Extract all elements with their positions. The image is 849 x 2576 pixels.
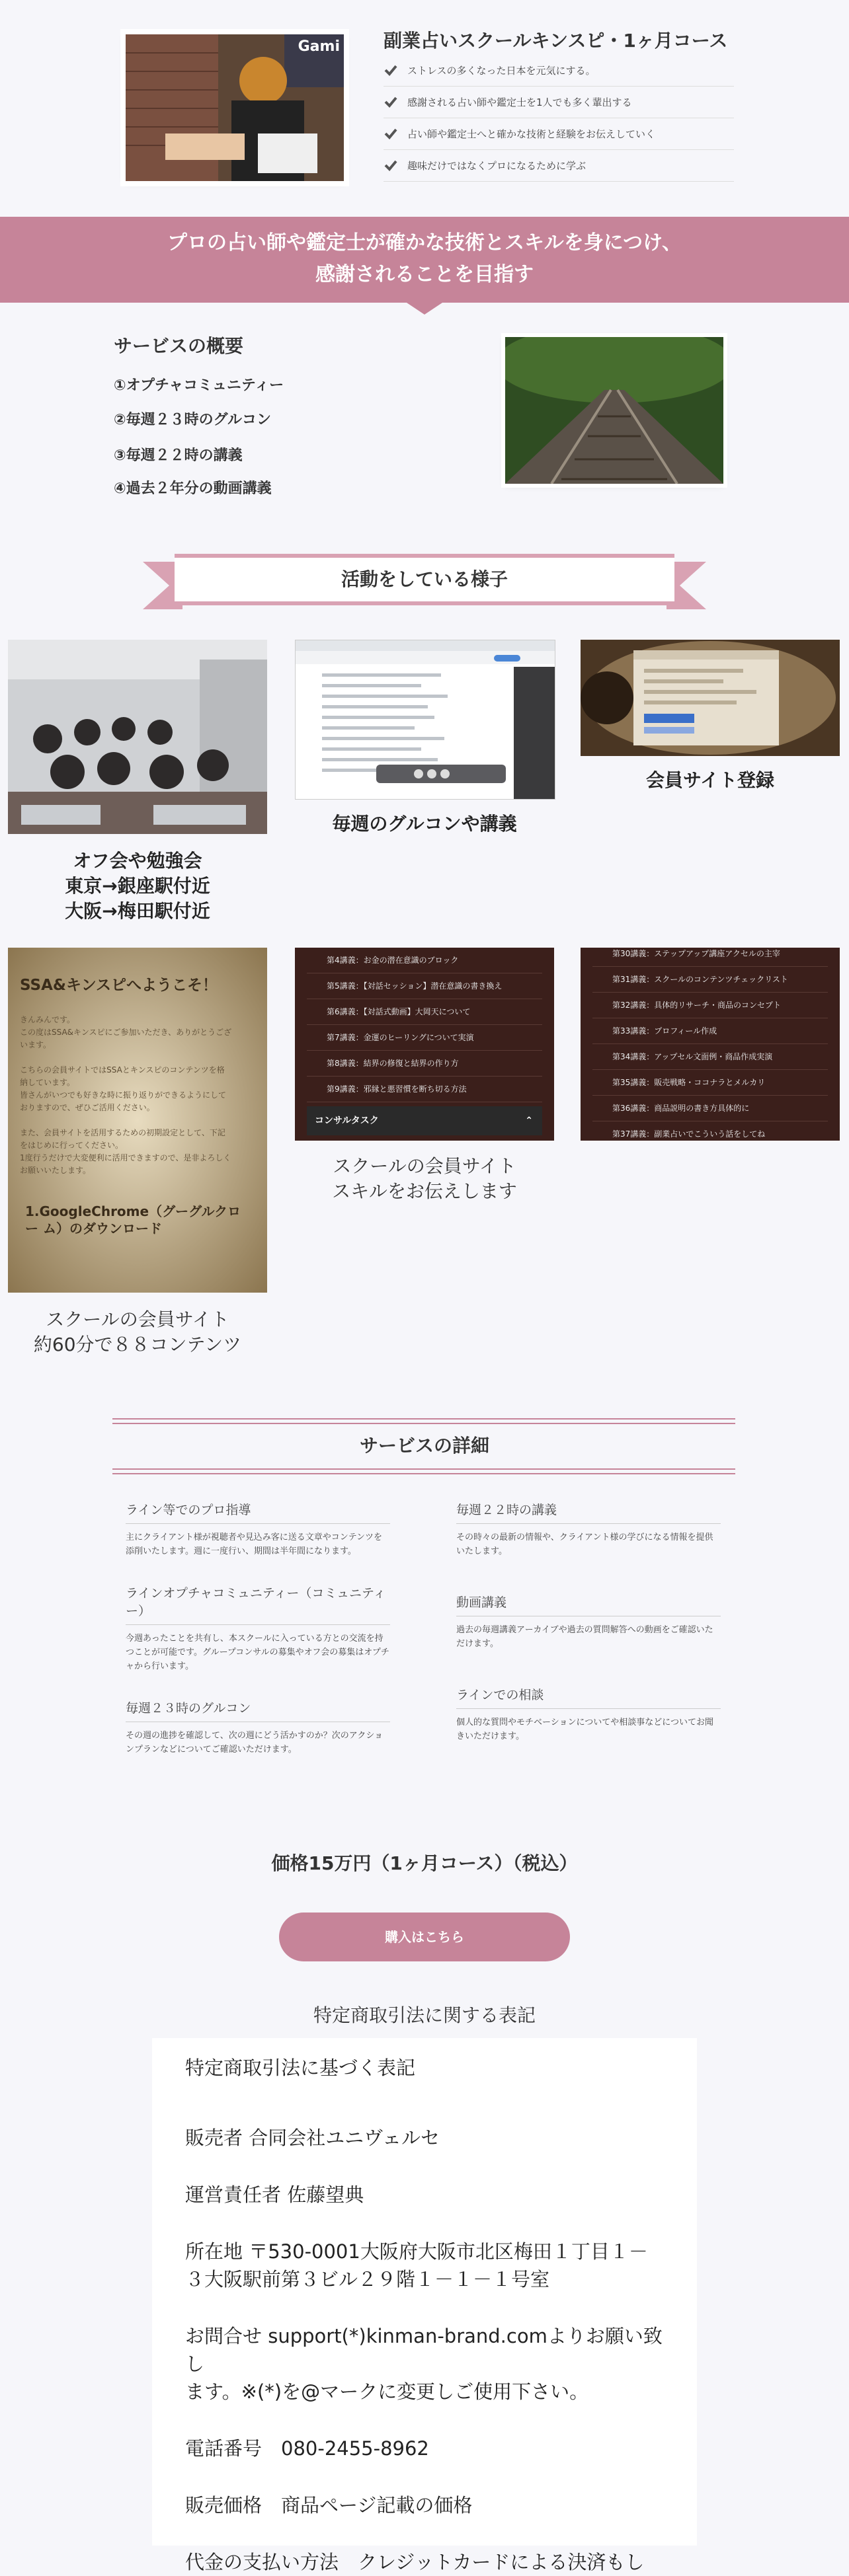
hero-point (384, 149, 734, 182)
welcome-body-line: います。 (20, 1040, 52, 1049)
overview-item: ④過去２年分の動画講義 (114, 480, 272, 497)
grucon-caption: 毎週のグルコンや講義 (332, 813, 517, 835)
overview-item: ①オプチャコミュニティー (114, 377, 284, 394)
welcome-body-line: おりますので、ぜひご活用ください。 (20, 1103, 155, 1112)
skill-caption-line: スキルをお伝えします (332, 1180, 517, 1202)
hero-point (384, 118, 734, 150)
welcome-body-line: 1度行うだけで大変便利に活用できますので、是非よろしく (20, 1153, 231, 1162)
detail-body: その週の進捗を確認して、次の週にどう活かすのか？次のアクションプランなどについてご確認いただけます。 (126, 1731, 384, 1755)
railway-photo (505, 337, 723, 484)
detail-body: 今週あったことを共有し、本スクールに入っている方との交流を持つことが可能です。グループコンサルの募集やオフ会の募集はオプチャから行います。 (126, 1634, 389, 1671)
member-site-screenshot (581, 640, 840, 756)
mission-banner (0, 217, 849, 303)
detail-block (126, 1583, 390, 1673)
legal-manager: 運営責任者 佐藤望典 (185, 2183, 364, 2206)
legal-contact: お問合せ support(*)kinman-brand.comよりお願い致し (185, 2325, 663, 2375)
lecture-item: 第37講義：副業占いでこういう話をしてね (592, 1121, 828, 1141)
lecture-item: 第9講義：邪縁と悪習慣を断ち切る方法 (307, 1077, 542, 1102)
buy-button[interactable]: 購入はこちら (279, 1913, 570, 1961)
hero-point-text: 占い師や鑑定士へと確かな技術と経験をお伝えしていく (407, 128, 656, 140)
activity-title: 活動をしている様子 (175, 554, 674, 605)
hero-point (384, 86, 734, 118)
legal-box (152, 2038, 697, 2573)
site-caption-line: スクールの会員サイト (46, 1308, 229, 1330)
check-icon (384, 95, 398, 109)
lecture-item: 第34講義：アップセル文面例・商品作成実演 (592, 1044, 828, 1070)
hero-point (384, 54, 734, 87)
site-caption-line: 約60分で８８コンテンツ (33, 1334, 242, 1355)
consult-task-label: コンサルタスク (315, 1116, 379, 1126)
legal-address: ３大阪駅前第３ビル２９階１－１－１号室 (185, 2268, 550, 2291)
site-caption (8, 1307, 267, 1357)
detail-heading: ラインオプチャコミュニティー（コミュニティー） (126, 1583, 390, 1625)
detail-body: 個人的な質問やモチベーションについてや相談事などについてお聞きいただけます。 (456, 1718, 713, 1741)
details-rule-bottom (112, 1468, 735, 1474)
lecture-item: 第31講義：スクールのコンテンツチェックリスト (592, 967, 828, 993)
hero-point-text: 趣味だけではなくプロになるために学ぶ (407, 159, 586, 172)
hero-photo-sign: Gami (298, 38, 340, 55)
welcome-body-line: 納しています。 (20, 1078, 75, 1087)
skill-caption-line: スクールの会員サイト (333, 1155, 516, 1177)
legal-phone: 電話番号 080-2455-8962 (185, 2437, 429, 2460)
mission-line-2: 感謝されることを目指す (315, 263, 534, 286)
skill-caption (295, 1154, 554, 1204)
welcome-body (20, 1014, 258, 1177)
lecture-item: 第32講義：具体的リサーチ・商品のコンセプト (592, 993, 828, 1018)
grucon-screenshot (295, 640, 555, 800)
member-site-caption: 会員サイト登録 (645, 769, 775, 791)
detail-heading: 動画講義 (456, 1593, 721, 1616)
hero-point-text: ストレスの多くなった日本を元気にする。 (407, 64, 596, 77)
welcome-title: SSA&キンスピへようこそ！ (20, 977, 218, 994)
check-icon (384, 126, 398, 141)
banner-arrow (405, 301, 444, 315)
details-left-column (126, 1500, 390, 1757)
overview-item: ③毎週２２時の講義 (114, 447, 243, 464)
legal-seller: 販売者 合同会社ユニヴェルセ (185, 2127, 440, 2149)
detail-heading: ラインでの相談 (456, 1685, 721, 1709)
detail-heading: 毎週２３時のグルコン (126, 1698, 390, 1722)
legal-contact: ます。※(*)を@マークに変更しご使用下さい。 (185, 2380, 589, 2403)
detail-block (456, 1500, 721, 1558)
lecture-item: 第36講義：商品説明の書き方具体的に (592, 1096, 828, 1121)
price-label: 価格15万円（1ヶ月コース）（税込） (271, 1852, 578, 1874)
detail-heading: ライン等でのプロ指導 (126, 1500, 390, 1524)
lecture-item: 第5講義：【対話セッション】潜在意識の書き換え (307, 973, 542, 999)
hero-photo (126, 34, 344, 181)
activity-ribbon (143, 554, 706, 611)
detail-body: 過去の毎週講義アーカイブや過去の質問解答への動画をご確認いただけます。 (456, 1625, 713, 1649)
lecture-list-right (581, 948, 840, 1141)
mission-line-1: プロの占い師や鑑定士が確かな技術とスキルを身につけ、 (167, 231, 682, 254)
detail-heading: 毎週２２時の講義 (456, 1500, 721, 1524)
welcome-screenshot (8, 948, 267, 1293)
welcome-body-line: こちらの会員サイトではSSAとキンスピのコンテンツを格 (20, 1065, 225, 1075)
detail-body: 主にクライアント様が視聴者や見込み客に送る文章やコンテンツを添削いたします。週に一度行い、期間は半年間になります。 (126, 1533, 383, 1556)
hero-point-text: 感謝される占い師や鑑定士を1人でも多く輩出する (407, 96, 632, 108)
legal-price: 販売価格 商品ページ記載の価格 (185, 2494, 473, 2517)
welcome-body-line: また、会員サイトを活用するための初期設定として、下記 (20, 1128, 225, 1137)
lecture-list-mid (295, 948, 554, 1141)
detail-body: その時々の最新の情報や、クライアント様の学びになる情報を提供いたします。 (456, 1533, 713, 1556)
lecture-list (592, 948, 828, 1141)
chevron-up-icon: ⌃ (525, 1116, 533, 1126)
detail-block (456, 1593, 721, 1651)
welcome-body-line: お願いいたします。 (20, 1166, 91, 1175)
welcome-body-line: この度はSSA&キンスピにご参加いただき、ありがとうござ (20, 1028, 232, 1037)
lecture-item: 第33講義：プロフィール作成 (592, 1018, 828, 1044)
legal-heading: 特定商取引法に関する表記 (313, 2004, 536, 2026)
meeting-photo (8, 640, 267, 834)
welcome-body-line: きんみんです。 (20, 1015, 75, 1024)
meeting-caption-line: オフ会や勉強会 (73, 850, 202, 872)
lecture-list (307, 948, 542, 1135)
meeting-caption-line: 大阪→梅田駅付近 (65, 900, 210, 922)
details-rule-top (112, 1418, 735, 1424)
details-title: サービスの詳細 (359, 1435, 489, 1457)
meeting-caption-line: 東京→銀座駅付近 (65, 875, 210, 897)
lecture-item: 第30講義：ステップアップ講座アクセルの主宰 (592, 948, 828, 967)
detail-block (126, 1500, 390, 1558)
overview-title: サービスの概要 (114, 335, 244, 357)
detail-block (456, 1685, 721, 1743)
legal-payment: 代金の支払い方法 クレジットカードによる決済もし (185, 2551, 645, 2573)
lecture-item: 第35講義：販売戦略・ココナラとメルカリ (592, 1070, 828, 1096)
welcome-footer: 1.GoogleChrome（グーグルクロー ム）のダウンロード (25, 1203, 241, 1236)
check-icon (384, 158, 398, 172)
detail-block (126, 1698, 390, 1757)
lecture-item: 第7講義：金運のヒーリングについて実演 (307, 1025, 542, 1051)
meeting-caption (8, 849, 267, 924)
legal-title: 特定商取引法に基づく表記 (185, 2057, 416, 2079)
welcome-body-line: をはじめに行ってください。 (20, 1141, 124, 1150)
lecture-item: 第8講義：結界の修復と結界の作り方 (307, 1051, 542, 1077)
consult-task-header (307, 1106, 542, 1135)
welcome-body-line: 皆さんがいつでも好きな時に振り返りができるようにして (20, 1090, 227, 1100)
legal-content (185, 2054, 674, 2576)
details-right-column (456, 1500, 721, 1743)
lecture-item: 第4講義：お金の潜在意識のブロック (307, 948, 542, 973)
lecture-item: 第6講義：【対話式動画】大岡天について (307, 999, 542, 1025)
check-icon (384, 63, 398, 77)
overview-item: ②毎週２３時のグルコン (114, 412, 271, 428)
hero-title: 副業占いスクールキンスピ・1ヶ月コース (384, 30, 728, 52)
legal-address: 所在地 〒530-0001大阪府大阪市北区梅田１丁目１－ (185, 2240, 648, 2263)
